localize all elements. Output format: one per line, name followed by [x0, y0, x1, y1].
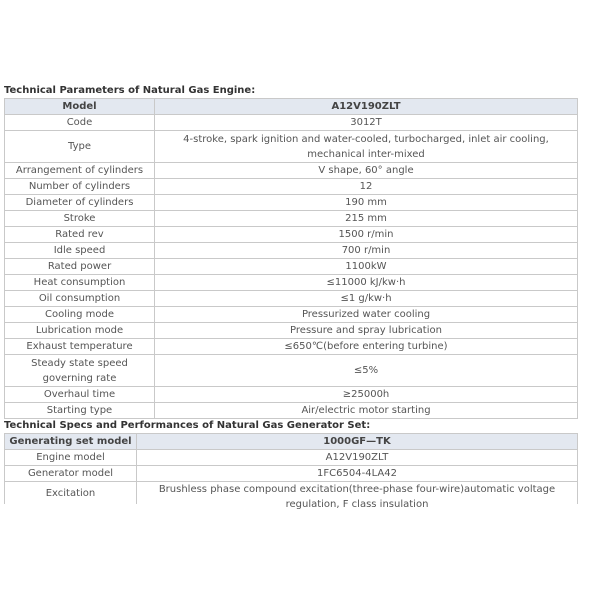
- table-row: [5, 339, 578, 355]
- table-row: [5, 355, 578, 387]
- row-label: Steady state speed governing rate: [5, 355, 155, 387]
- table-row: [5, 259, 578, 275]
- table-row: [5, 482, 578, 505]
- row-value: Brushless phase compound excitation(three-phase four-wire)automatic voltage regulation, F class insulation: [158, 484, 556, 510]
- table-row: [5, 323, 578, 339]
- row-value: 215 mm: [155, 211, 578, 227]
- row-value: ≤1 g/kw·h: [155, 291, 578, 307]
- table-row: [5, 131, 578, 163]
- table-row: [5, 291, 578, 307]
- row-label: Starting type: [5, 403, 155, 419]
- table-row: [5, 403, 578, 419]
- header-label: Generating set model: [5, 434, 137, 450]
- row-value: ≤5%: [155, 355, 578, 387]
- row-label: Diameter of cylinders: [5, 195, 155, 211]
- generator-section-title: Technical Specs and Performances of Natural Gas Generator Set:: [4, 420, 371, 431]
- row-value: ≥25000h: [155, 387, 578, 403]
- row-label: Idle speed: [5, 243, 155, 259]
- row-label: Arrangement of cylinders: [5, 163, 155, 179]
- table-row: [5, 179, 578, 195]
- row-label: Rated rev: [5, 227, 155, 243]
- header-value: A12V190ZLT: [155, 99, 578, 115]
- row-label: Overhaul time: [5, 387, 155, 403]
- table-row: [5, 307, 578, 323]
- row-label: Rated power: [5, 259, 155, 275]
- spec-document: [4, 84, 577, 510]
- row-label: Oil consumption: [5, 291, 155, 307]
- table-row: [5, 227, 578, 243]
- row-value: 1100kW: [155, 259, 578, 275]
- engine-spec-table: [4, 98, 578, 419]
- table-row: [5, 275, 578, 291]
- row-value: ≤11000 kJ/kw·h: [155, 275, 578, 291]
- row-label: Generator model: [5, 466, 137, 482]
- table-row: [5, 243, 578, 259]
- row-value: Pressurized water cooling: [155, 307, 578, 323]
- table-header-row: [5, 434, 578, 450]
- row-label: Excitation: [5, 482, 137, 505]
- row-value: Air/electric motor starting: [155, 403, 578, 419]
- row-value: V shape, 60° angle: [155, 163, 578, 179]
- row-label: Exhaust temperature: [5, 339, 155, 355]
- table-row: [5, 387, 578, 403]
- row-value: 700 r/min: [155, 243, 578, 259]
- row-value: Pressure and spray lubrication: [155, 323, 578, 339]
- row-label: Number of cylinders: [5, 179, 155, 195]
- engine-section-title: Technical Parameters of Natural Gas Engine:: [4, 85, 256, 96]
- table-header-row: [5, 99, 578, 115]
- row-value: 12: [155, 179, 578, 195]
- header-label: Model: [5, 99, 155, 115]
- row-label: Lubrication mode: [5, 323, 155, 339]
- table-row: [5, 450, 578, 466]
- row-label: Type: [5, 131, 155, 163]
- row-value: 190 mm: [155, 195, 578, 211]
- row-label: Code: [5, 115, 155, 131]
- header-value: 1000GF—TK: [137, 434, 578, 450]
- row-label: Heat consumption: [5, 275, 155, 291]
- table-row: [5, 115, 578, 131]
- table-row: [5, 211, 578, 227]
- row-value: ≤650℃(before entering turbine): [155, 339, 578, 355]
- table-row: [5, 195, 578, 211]
- row-value-cell: [137, 482, 578, 510]
- row-value: 3012T: [155, 115, 578, 131]
- row-label: Stroke: [5, 211, 155, 227]
- row-value: A12V190ZLT: [137, 450, 578, 466]
- row-label: Engine model: [5, 450, 137, 466]
- generator-spec-table: [4, 433, 578, 510]
- row-value: 1FC6504-4LA42: [137, 466, 578, 482]
- table-row: [5, 163, 578, 179]
- row-label: Cooling mode: [5, 307, 155, 323]
- row-value: 4-stroke, spark ignition and water-cooled, turbocharged, inlet air cooling, mechanical inter-mixed: [155, 131, 578, 163]
- row-value: 1500 r/min: [155, 227, 578, 243]
- table-row: [5, 466, 578, 482]
